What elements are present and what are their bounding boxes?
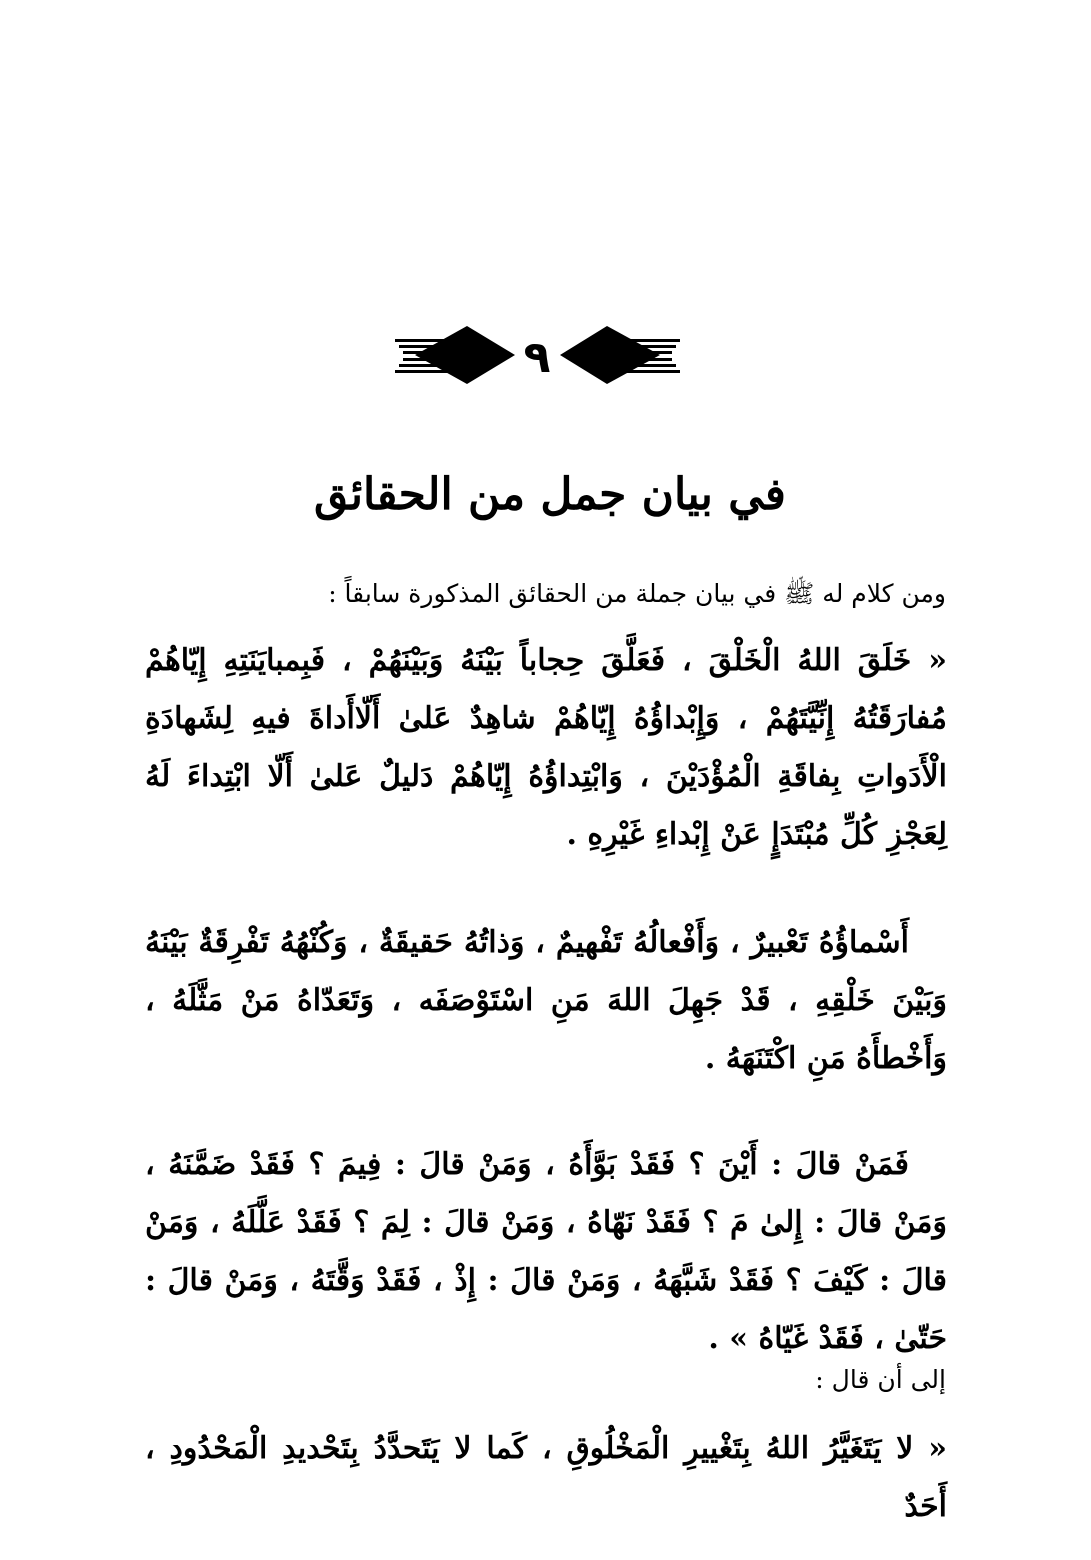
chapter-ornament [395,316,680,396]
quote-paragraph-1: « خَلَقَ اللهُ الْخَلْقَ ، فَعَلَّقَ حِجاباً بَيْنَهُ وَبَيْنَهُمْ ، فَبِمبايَنَتِهِ إِيّاهُمْ مُفارَقَتُهُ إِنِّيَّتَهُمْ ، وَإِبْداؤُهُ إِيّاهُمْ شاهِدٌ عَلىٰ أَلّاأَداةَ فيهِ لِشَهادَةِ الْأَدَواتِ بِفاقَةِ الْمُؤْدَيْنَ ، وَابْتِداؤُهُ إِيّاهُمْ دَليلٌ عَلىٰ أَلّا ابْتِداءَ لَهُ لِعَجْزِ كُلِّ مُبْتَدَإٍ عَنْ إِبْداءِ غَيْرِهِ . [145,643,947,852]
quote-paragraph-3: فَمَنْ قالَ : أَيْنَ ؟ فَقَدْ بَوَّأَهُ ، وَمَنْ قالَ : فِيمَ ؟ فَقَدْ ضَمَّنَهُ ، وَمَنْ قالَ : إِلىٰ مَ ؟ فَقَدْ نَهّاهُ ، وَمَنْ قالَ : لِمَ ؟ فَقَدْ عَلَّلَهُ ، وَمَنْ قالَ : كَيْفَ ؟ فَقَدْ شَبَّهَهُ ، وَمَنْ قالَ : إِذْ ، فَقَدْ وَقَّتَهُ ، وَمَنْ قالَ : حَتّىٰ ، فَقَدْ غَيّاهُ » . [145,1147,947,1356]
diamond-ornament-icon [395,316,680,396]
chapter-title: في بيان جمل من الحقائق [314,469,786,520]
intro-line: ومن كلام له ﷺ في بيان جملة من الحقائق المذكورة سابقاً : [328,579,946,608]
quote-last-line: « لا يَتَغَيَّرُ اللهُ بِتَغْييرِ الْمَخْلُوقِ ، كَما لا يَتَحدَّدُ بِتَحْديدِ الْمَحْدُودِ ، أَحَدٌ [145,1431,947,1524]
transition-line: إلى أن قال : [815,1365,946,1394]
chapter-number: ٩ [523,332,551,383]
quote-paragraph-2: أَسْماؤُهُ تَعْبيرٌ ، وَأَفْعالُهُ تَفْهيمٌ ، وَذاتُهُ حَقيقَةٌ ، وَكُنْهُهُ تَفْرِقَةٌ بَيْنَهُ وَبَيْنَ خَلْقِهِ ، قَدْ جَهِلَ اللهَ مَنِ اسْتَوْصَفَه ، وَتَعَدّاهُ مَنْ مَثَّلَهُ ، وَأَخْطأَهُ مَنِ اكْتَنَهَهُ . [145,925,947,1076]
